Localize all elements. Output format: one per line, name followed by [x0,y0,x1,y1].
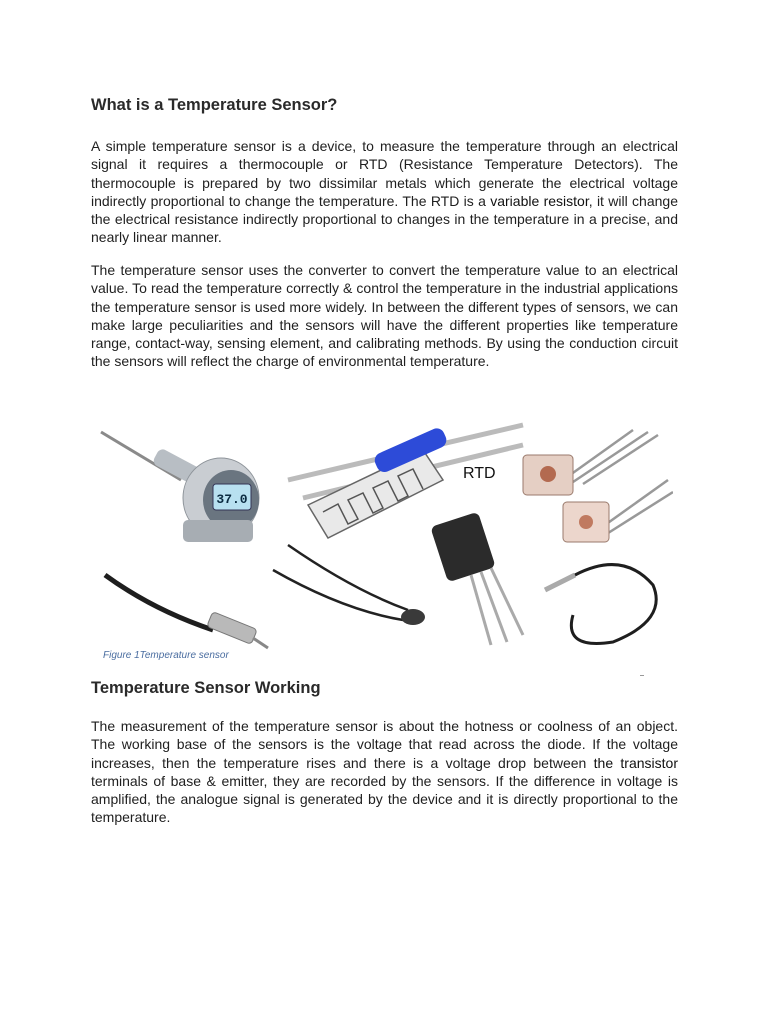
digital-probe-sensor-icon [101,432,259,542]
paragraph-working-text-1: The measurement of the temperature sensor is about the hotness or coolness of an object. The working base of the sensors is the voltage that read across the diode. If the voltage increases, then the temperature rises and there is a voltage drop between [91,718,678,771]
paragraph-working-text-2: terminals of base & emitter, they are recorded by the sensors. If the difference in voltage is amplified, the analogue signal is generated by the device and it is directly proportional to the temperature. [91,772,678,826]
transistor-link[interactable]: the transistor [593,754,678,771]
display-reading: 37.0 [216,492,248,507]
rtd-sensor-icon [288,425,523,538]
paragraph-intro-text-1: A simple temperature sensor is a device, to measure the temperature through an electrical signal it requires a thermocouple or RTD (Resistance Temperature Detectors). The thermocouple is prepared by two dissimilar metals which generate the electrical voltage indirectly proportional to change the temperature. The RTD is a [91,138,678,209]
variable-resistor-link[interactable]: variable resistor [490,192,589,209]
rtd-label: RTD [463,465,496,482]
divider-mark [640,675,644,676]
thermistor-bead-icon [273,545,425,625]
paragraph-converter: The temperature sensor uses the converter to convert the temperature value to an electrical value. To read the temperature correctly & control the temperature in the industrial applications the temperature sensor is used more widely. In between the different types of sensors, we can make large peculiarities and the sensors will have the different properties like temperature range, contact-way, sensing element, and calibrating methods. By using the conduction circuit the sensors will reflect the charge of environmental temperature. [91,262,678,370]
ic-sensor-icon [523,430,673,542]
paragraph-working [91,717,678,827]
transistor-sensor-icon [430,512,523,645]
paragraph-intro-text-2: , it will change the electrical resistance indirectly proportional to changes in the temperature in a precise, and nearly linear manner. [91,192,678,246]
paragraph-intro [91,137,678,247]
section-heading-temperature-sensor: What is a Temperature Sensor? [91,96,338,114]
coiled-probe-icon [545,565,656,644]
figure-caption: Figure 1Temperature sensor [103,650,229,661]
section-heading-sensor-working: Temperature Sensor Working [91,679,321,697]
sensor-collage-image [93,420,673,652]
sensor-figure [93,420,673,652]
cable-probe-icon [105,575,268,648]
